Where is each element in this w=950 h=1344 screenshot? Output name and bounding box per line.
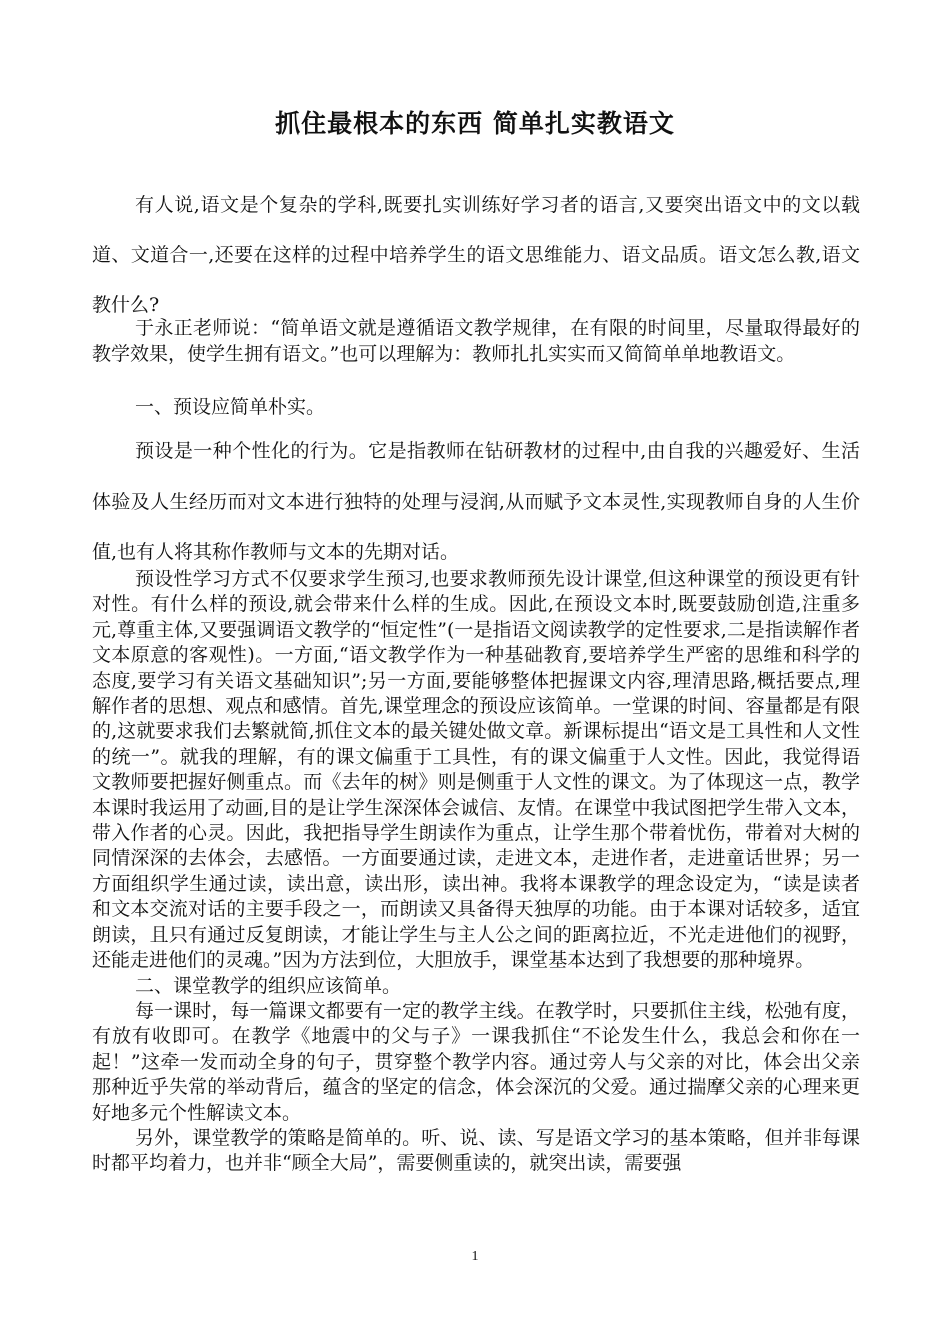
page-number: 1 bbox=[471, 1249, 479, 1264]
document-title: 抓住最根本的东西 简单扎实教语文 bbox=[275, 109, 675, 138]
quote-paragraph: 于永正老师说：“简单语文就是遵循语文教学规律，在有限的时间里，尽量取得最好的教学效果，使学生拥有语文。”也可以理解为：教师扎扎实实而又简简单单地教语文。 bbox=[92, 317, 860, 365]
section-heading-1: 一、预设应简单朴实。 bbox=[135, 396, 326, 418]
preset-paragraph: 预设是一种个性化的行为。它是指教师在钻研教材的过程中,由自我的兴趣爱好、生活体验及人生经历而对文本进行独特的处理与浸润,从而赋予文本灵性,实现教师自身的人生价值,也有人将其称作教师与文本的先期对话。 bbox=[92, 440, 860, 563]
main-body bbox=[92, 567, 860, 1177]
strategy-paragraph: 另外，课堂教学的策略是简单的。听、说、读、写是语文学习的基本策略，但并非每课时都平均着力，也并非“顾全大局”，需要侧重读的，就突出读，需要强 bbox=[92, 1126, 860, 1175]
long-paragraph: 预设性学习方式不仅要求学生预习,也要求教师预先设计课堂,但这种课堂的预设更有针对性。有什么样的预设,就会带来什么样的生成。因此,在预设文本时,既要鼓励创造,注重多元,尊重主体,又要强调语文教学的“恒定性”(一是指语文阅读教学的定性要求,二是指读解作者文本原意的客观性)。一方面,“语文教学作为一种基础教育,要培养学生严密的思维和科学的态度,要学习有关语文基础知识”;另一方面,要能够整体把握课文内容,理清思路,概括要点,理解作者的思想、观点和感情。首先,课堂理念的预设应该简单。一堂课的时间、容量都是有限的,这就要求我们去繁就简,抓住文本的最关键处做文章。新课标提出“语文是工具性和人文性的统一”。就我的理解，有的课文偏重于工具性，有的课文偏重于人文性。因此，我觉得语文教师要把握好侧重点。而《去年的树》则是侧重于人文性的课文。为了体现这一点，教学本课时我运用了动画,目的是让学生深深体会诚信、友情。在课堂中我试图把学生带入文本，带入作者的心灵。因此，我把指导学生朗读作为重点，让学生那个带着忧伤，带着对大树的同情深深的去体会，去感悟。一方面要通过读，走进文本，走进作者，走进童话世界；另一方面组织学生通过读，读出意，读出形，读出神。我将本课教学的理念设定为，“读是读者和文本交流对话的主要手段之一，而朗读又具备得天独厚的功能。由于本课对话较多，适宜朗读，且只有通过反复朗读，才能让学生与主人公之间的距离拉近，不光走进他们的视野，还能走进他们的灵魂。”因为方法到位，大胆放手，课堂基本达到了我想要的那种境界。 bbox=[92, 568, 860, 972]
intro-paragraph: 有人说,语文是个复杂的学科,既要扎实训练好学习者的语言,又要突出语文中的文以载道、文道合一,还要在这样的过程中培养学生的语文思维能力、语文品质。语文怎么教,语文教什么? bbox=[92, 194, 860, 316]
section-heading-2: 二、课堂教学的组织应该简单。 bbox=[135, 974, 402, 997]
mainline-paragraph: 每一课时，每一篇课文都要有一定的教学主线。在教学时，只要抓住主线，松弛有度，有放有收即可。在教学《地震中的父与子》一课我抓住“不论发生什么，我总会和你在一起！”这牵一发而动全身的句子，贯穿整个教学内容。通过旁人与父亲的对比，体会出父亲那种近乎失常的举动背后，蕴含的坚定的信念，体会深沉的父爱。通过揣摩父亲的心理来更好地多元个性解读文本。 bbox=[92, 999, 860, 1124]
